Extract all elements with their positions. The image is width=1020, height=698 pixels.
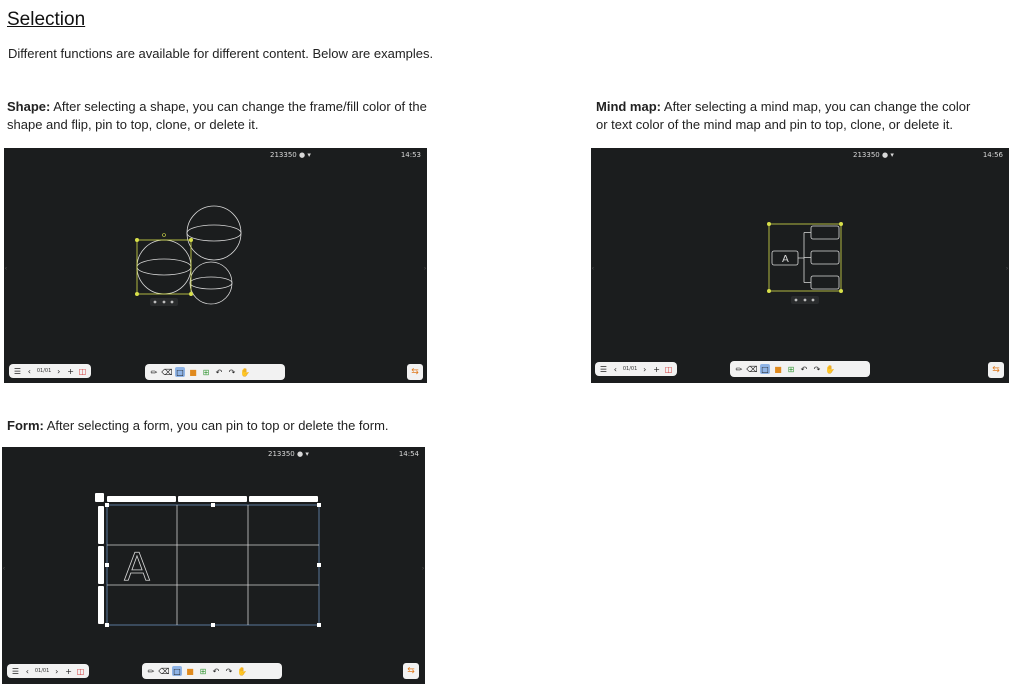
page-toolbar <box>595 362 677 376</box>
select-icon[interactable]: □ <box>761 364 769 374</box>
add-page-icon[interactable]: + <box>65 666 72 676</box>
pages-icon[interactable]: ◫ <box>76 666 85 676</box>
column-handle <box>107 496 176 502</box>
page-indicator: 01/01 <box>34 668 50 674</box>
page-toolbar <box>9 364 91 378</box>
shape-label: Shape: <box>7 99 51 114</box>
clock: 14:56 <box>982 151 1003 159</box>
mindmap-label: Mind map: <box>596 99 661 114</box>
user-icon: ● <box>296 450 304 458</box>
page-indicator: 01/01 <box>622 366 638 372</box>
column-handle <box>249 496 318 502</box>
next-icon[interactable]: › <box>55 666 59 676</box>
clock: 14:53 <box>400 151 421 159</box>
chevron-down-icon: ▾ <box>890 151 894 159</box>
row-handle <box>98 546 104 584</box>
mindmap-description <box>596 98 976 134</box>
redo-icon[interactable]: ↷ <box>813 364 821 374</box>
left-edge-arrow-icon[interactable]: ‹ <box>3 565 5 572</box>
eraser-icon[interactable]: ⌫ <box>746 364 758 374</box>
pan-icon[interactable]: ✋ <box>240 367 250 377</box>
redo-icon[interactable]: ↷ <box>225 666 233 676</box>
selected-sphere-shape <box>137 240 191 294</box>
pages-icon[interactable]: ◫ <box>664 364 673 374</box>
mindmap-node-text: A <box>782 254 789 265</box>
insert-icon[interactable]: ⊞ <box>199 666 207 676</box>
swap-icon[interactable]: ⇆ <box>988 362 1004 378</box>
column-handle <box>178 496 247 502</box>
shape-text: After selecting a shape, you can change the frame/fill color of the shape and flip, pin to top, clone, or delete it. <box>7 99 427 132</box>
chevron-down-icon: ▾ <box>307 151 311 159</box>
menu-icon[interactable]: ☰ <box>599 364 608 374</box>
mindmap-screenshot <box>591 148 1009 383</box>
swap-icon[interactable]: ⇆ <box>403 663 419 679</box>
shape-canvas[interactable] <box>4 148 427 383</box>
session-status: 213350 ● ▾ <box>268 450 309 458</box>
shape-description <box>7 98 437 134</box>
tool-toolbar <box>145 364 285 380</box>
next-icon[interactable]: › <box>643 364 647 374</box>
prev-icon[interactable]: ‹ <box>25 666 29 676</box>
tool-toolbar <box>142 663 282 679</box>
mindmap-text: After selecting a mind map, you can change the color or text color of the mind map and pin to top, clone, or delete it. <box>596 99 971 132</box>
rotate-handle <box>163 234 166 237</box>
sphere-shape <box>187 206 241 260</box>
session-status: 213350 ● ▾ <box>853 151 894 159</box>
pen-icon[interactable]: ✏ <box>147 666 155 676</box>
insert-icon[interactable]: ⊞ <box>202 367 210 377</box>
sphere-shape <box>190 262 232 304</box>
undo-icon[interactable]: ↶ <box>800 364 808 374</box>
sticky-note-icon[interactable]: ■ <box>186 666 194 676</box>
undo-icon[interactable]: ↶ <box>215 367 223 377</box>
mindmap-canvas[interactable] <box>591 148 1009 383</box>
shape-screenshot <box>4 148 427 383</box>
select-icon[interactable]: □ <box>176 367 184 377</box>
mindmap-child-node <box>811 251 839 264</box>
left-edge-arrow-icon[interactable]: ‹ <box>592 265 594 272</box>
row-handle <box>98 506 104 544</box>
redo-icon[interactable]: ↷ <box>228 367 236 377</box>
prev-icon[interactable]: ‹ <box>27 366 31 376</box>
prev-icon[interactable]: ‹ <box>613 364 617 374</box>
form-cell-text: A <box>124 545 150 589</box>
table-select-all-handle <box>95 493 104 502</box>
insert-icon[interactable]: ⊞ <box>787 364 795 374</box>
pen-icon[interactable]: ✏ <box>735 364 743 374</box>
page-title: Selection <box>7 9 86 30</box>
eraser-icon[interactable]: ⌫ <box>158 666 170 676</box>
next-icon[interactable]: › <box>57 366 61 376</box>
sphere-equator <box>190 277 232 289</box>
form-screenshot <box>2 447 425 684</box>
page-indicator: 01/01 <box>36 368 52 374</box>
menu-icon[interactable]: ☰ <box>11 666 20 676</box>
user-icon: ● <box>298 151 306 159</box>
tool-toolbar <box>730 361 870 377</box>
sphere-equator <box>187 225 241 241</box>
sticky-note-icon[interactable]: ■ <box>189 367 197 377</box>
mindmap-child-node <box>811 276 839 289</box>
row-handle <box>98 586 104 624</box>
sticky-note-icon[interactable]: ■ <box>774 364 782 374</box>
form-text: After selecting a form, you can pin to top or delete the form. <box>43 418 389 433</box>
select-icon[interactable]: □ <box>173 666 181 676</box>
pen-icon[interactable]: ✏ <box>150 367 158 377</box>
pages-icon[interactable]: ◫ <box>78 366 87 376</box>
chevron-down-icon: ▾ <box>305 450 309 458</box>
session-status: 213350 ● ▾ <box>270 151 311 159</box>
right-edge-arrow-icon[interactable]: › <box>422 565 424 572</box>
swap-icon[interactable]: ⇆ <box>407 364 423 380</box>
mindmap-connector <box>798 233 811 283</box>
clock: 14:54 <box>398 450 419 458</box>
add-page-icon[interactable]: + <box>67 366 74 376</box>
add-page-icon[interactable]: + <box>653 364 660 374</box>
user-icon: ● <box>881 151 889 159</box>
mindmap-child-node <box>811 226 839 239</box>
intro-text: Different functions are available for different content. Below are examples. <box>8 46 434 61</box>
left-edge-arrow-icon[interactable]: ‹ <box>5 265 7 272</box>
sphere-equator <box>137 259 191 275</box>
right-edge-arrow-icon[interactable]: › <box>424 265 426 272</box>
form-description <box>7 417 437 435</box>
eraser-icon[interactable]: ⌫ <box>161 367 173 377</box>
form-label: Form: <box>7 418 44 433</box>
undo-icon[interactable]: ↶ <box>212 666 220 676</box>
menu-icon[interactable]: ☰ <box>13 366 22 376</box>
pan-icon[interactable]: ✋ <box>237 666 247 676</box>
right-edge-arrow-icon[interactable]: › <box>1006 265 1008 272</box>
pan-icon[interactable]: ✋ <box>825 364 835 374</box>
page-toolbar <box>7 664 89 678</box>
form-canvas[interactable] <box>2 447 425 684</box>
